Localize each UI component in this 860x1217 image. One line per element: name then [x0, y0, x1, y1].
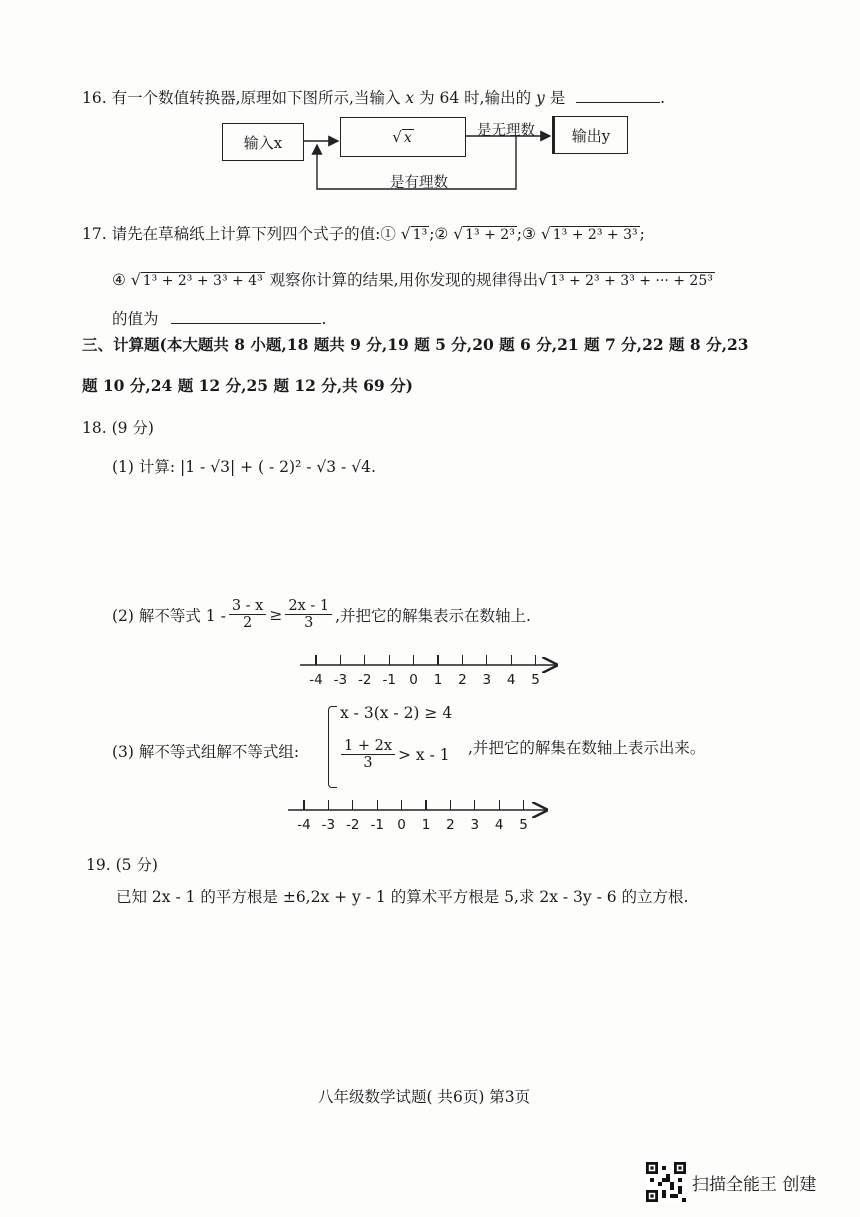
q17-value-label: 的值为	[112, 310, 159, 328]
number-line-1-label: 3	[482, 672, 492, 688]
q17-sep2: ;②	[429, 225, 449, 243]
q18-ge-sign: ≥	[269, 605, 283, 624]
q17-sep-end: ;	[639, 225, 645, 243]
number-line-2-tick	[377, 800, 378, 810]
scanner-watermark	[646, 1162, 816, 1202]
q16-text-1: 有一个数值转换器,原理如下图所示,当输入	[111, 89, 401, 107]
input-label: 输入x	[243, 133, 283, 152]
page-footer: 八年级数学试题( 共6页) 第3页	[318, 1088, 531, 1106]
system-eq2-tail: > x - 1	[398, 745, 450, 764]
number-line-2-tick	[499, 800, 500, 810]
q17-observe: 观察你计算的结果,用你发现的规律得出	[269, 271, 539, 289]
section3-heading-line1: 三、计算题(本大题共 8 小题,18 题共 9 分,19 题 5 分,20 题 6 分,21 题 7 分,22 题 8 分,23	[82, 335, 749, 354]
number-line-2-label: 3	[470, 817, 480, 833]
q17-expr4: √ 1³ + 2³ + 3³ + 4³	[130, 271, 263, 289]
number-line-1-label: -4	[309, 672, 323, 688]
q18-part1-expr: |1 - √3| + ( - 2)² - √3 - √4.	[180, 458, 376, 476]
q17-expr5: √ 1³ + 2³ + 3³ + ··· + 25³	[538, 271, 713, 289]
q17-period: .	[321, 310, 327, 328]
number-line-1-label: -2	[358, 672, 372, 688]
q17-expr1: √ 1³	[400, 225, 428, 243]
q18-fraction2: $\frac{2x - 1}{3}$	[285, 598, 332, 631]
system-eq2-fraction: $\frac{1 + 2x}{3}$	[341, 738, 395, 771]
number-line-2-label: 1	[421, 817, 431, 833]
irrational-label: 是无理数	[477, 123, 535, 139]
number-line-2-label: -1	[370, 817, 384, 833]
number-line-2-tick	[401, 800, 402, 810]
number-line-2-tick	[523, 800, 524, 810]
q16-var-x: x	[405, 89, 415, 107]
q18-part3-tail: ,并把它的解集在数轴上表示出来。	[468, 739, 706, 757]
qr-code-icon	[646, 1162, 686, 1202]
number-line-2-tick	[328, 800, 329, 810]
q17-expr3: √ 1³ + 2³ + 3³	[540, 225, 638, 243]
number-line-1-label: 0	[409, 672, 418, 688]
number-line-2-label: 5	[519, 817, 528, 833]
q16-text-3: 是	[544, 89, 566, 107]
number-line-2-tick	[303, 800, 304, 810]
number-line-1-label: 2	[458, 672, 467, 688]
number-line-1-label: 5	[531, 672, 540, 688]
sqrt-expression: √ x	[392, 128, 412, 146]
q18-fraction1: $\frac{3 - x}{2}$	[229, 598, 267, 631]
watermark-text: 扫描全能王 创建	[692, 1174, 817, 1195]
number-line-2-label: -4	[297, 817, 311, 833]
q18-part2-label: (2) 解不等式 1 -	[112, 606, 226, 625]
q17-sep3: ;③	[516, 225, 536, 243]
number-line-2-label: 0	[397, 817, 406, 833]
q16-var-y: y	[536, 89, 545, 107]
rational-label: 是有理数	[390, 175, 448, 191]
q18-part3-label: (3) 解不等式组解不等式组:	[112, 743, 300, 761]
number-line-2-tick	[425, 800, 426, 810]
number-line-1-label: -1	[382, 672, 396, 688]
q16-number: 16.	[82, 89, 107, 107]
number-line-2-tick	[474, 800, 475, 810]
number-line-2-tick	[352, 800, 353, 810]
sqrt-var: x	[403, 130, 412, 146]
system-eq1: x - 3(x - 2) ≥ 4	[340, 704, 453, 722]
q16-period: .	[660, 89, 666, 107]
q16-text-2: 为 64 时,输出的	[414, 89, 532, 107]
q17-intro: 请先在草稿纸上计算下列四个式子的值:①	[111, 225, 396, 243]
output-label: 输出y	[571, 126, 611, 145]
q18-header: 18. (9 分)	[82, 419, 154, 437]
section3-heading-line2: 题 10 分,24 题 12 分,25 题 12 分,共 69 分)	[82, 376, 413, 395]
q18-part2-tail: ,并把它的解集表示在数轴上.	[335, 606, 531, 625]
number-line-2-label: 4	[494, 817, 504, 833]
q19-header: 19. (5 分)	[86, 856, 158, 874]
number-line-2-tick	[450, 800, 451, 810]
q17-expr2: √ 1³ + 2³	[453, 225, 515, 243]
number-line-1-label: -3	[333, 672, 348, 688]
q19-text: 已知 2x - 1 的平方根是 ±6,2x + y - 1 的算术平方根是 5,求 2x - 3y - 6 的立方根.	[116, 888, 689, 906]
q17-circ4: ④	[112, 271, 126, 289]
number-line-1-label: 1	[433, 672, 443, 688]
number-line-2-label: -3	[321, 817, 336, 833]
number-line-2-label: -2	[346, 817, 360, 833]
number-line-1-label: 4	[506, 672, 516, 688]
q17-number: 17.	[82, 225, 107, 243]
q18-part1-label: (1) 计算:	[112, 458, 176, 476]
number-line-2-label: 2	[446, 817, 455, 833]
